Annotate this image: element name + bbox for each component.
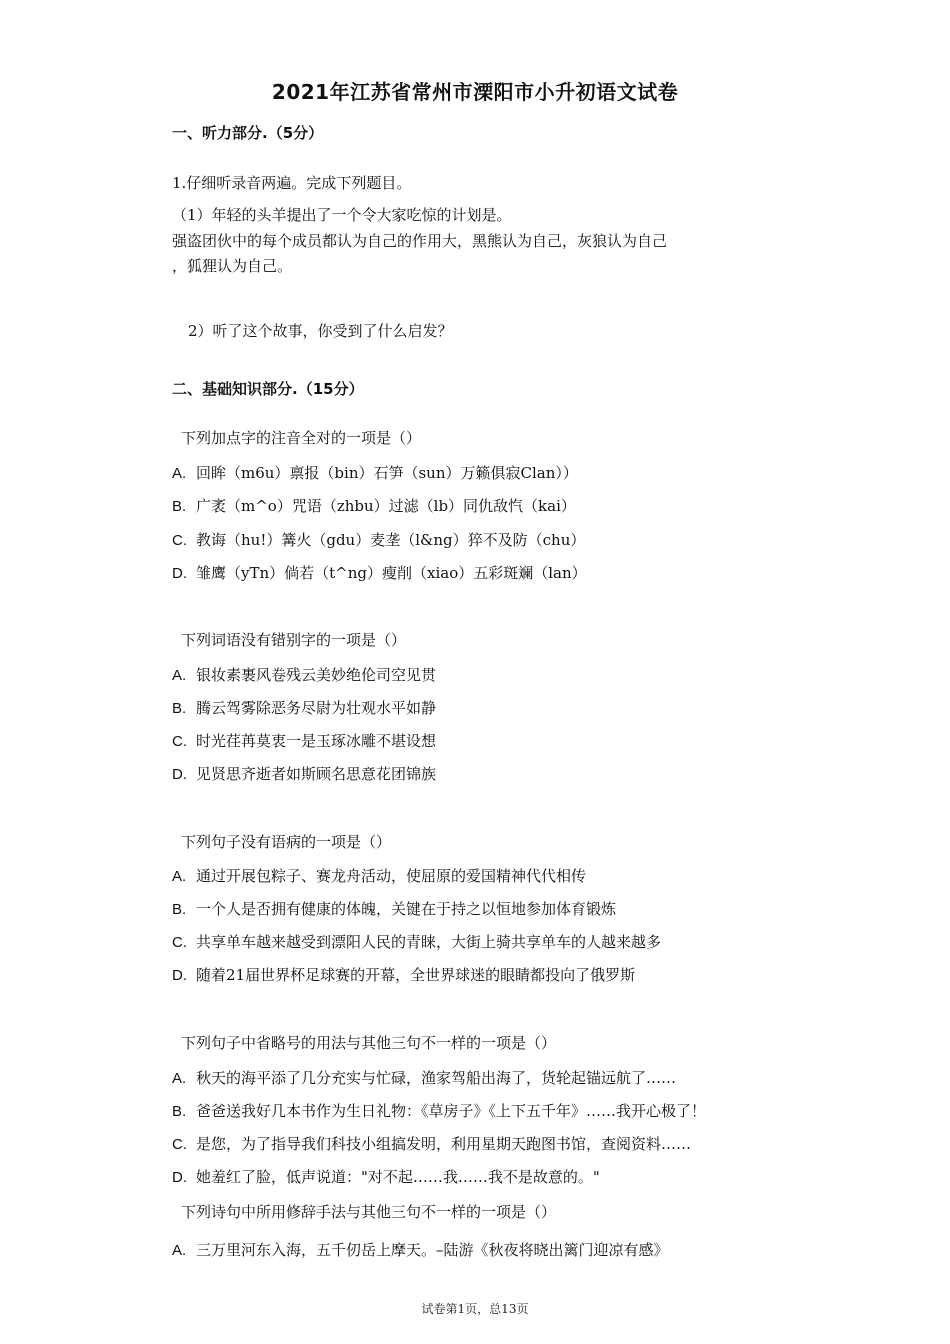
- option-a: A. 通过开展包粽子、赛龙舟活动，使屈原的爱国精神代代相传: [172, 867, 587, 885]
- option-a: A. 银妆素裹风卷残云美妙绝伦司空见贯: [172, 666, 437, 684]
- option-d: D. 见贤思齐逝者如斯顾名思意花团锦族: [172, 765, 437, 783]
- question-1-part-1-line-2: 强盗团伙中的每个成员都认为自己的作用大，黑熊认为自己，灰狼认为自己: [172, 232, 668, 250]
- section-heading-basics: 二、基础知识部分.（15分）: [172, 380, 364, 398]
- option-c: C. 教诲（hu!）篝火（gdu）麦垄（l&ng）猝不及防（chu）: [172, 531, 586, 549]
- option-c: C. 共享单车越来越受到漂阳人民的青睐，大街上骑共享单车的人越来越多: [172, 933, 662, 951]
- option-a: A. 三万里河东入海，五千仞岳上摩天。–陆游《秋夜将晓出篱门迎凉有感》: [172, 1241, 669, 1259]
- section-heading-listening: 一、听力部分.（5分）: [172, 124, 324, 142]
- question-stem: 下列诗句中所用修辞手法与其他三句不一样的一项是（）: [181, 1203, 557, 1221]
- question-stem: 下列词语没有错别字的一项是（）: [181, 631, 407, 649]
- question-stem: 下列句子没有语病的一项是（）: [181, 833, 392, 851]
- option-a: A. 秋天的海平添了几分充实与忙碌，渔家驾船出海了，货轮起锚远航了……: [172, 1069, 677, 1087]
- option-b: B. 一个人是否拥有健康的体魄，关键在于持之以恒地参加体育锻炼: [172, 900, 617, 918]
- question-1-part-1: （1）年轻的头羊提出了一个令大家吃惊的计划是。: [172, 206, 512, 224]
- option-d: D. 她羞红了脸，低声说道："对不起……我……我不是故意的。": [172, 1168, 600, 1186]
- option-a: A. 回眸（m6u）禀报（bin）石笋（sun）万籁俱寂Clan））: [172, 464, 578, 482]
- question-stem: 下列句子中省略号的用法与其他三句不一样的一项是（）: [181, 1034, 557, 1052]
- option-b: B. 爸爸送我好几本书作为生日礼物：《草房子》《上下五千年》……我开心极了！: [172, 1102, 707, 1120]
- option-c: C. 时光荏苒莫衷一是玉琢冰雕不堪设想: [172, 732, 437, 750]
- option-b: B. 广袤（m^o）咒语（zhbu）过滤（lb）同仇敌忾（kai）: [172, 497, 576, 515]
- page-title: 2021年江苏省常州市溧阳市小升初语文试卷: [271, 80, 679, 104]
- option-d: D. 随着21届世界杯足球赛的开幕，全世界球迷的眼睛都投向了俄罗斯: [172, 966, 636, 984]
- page-footer: 试卷第1页，总13页: [421, 1302, 529, 1316]
- option-b: B. 腾云驾雾除恶务尽尉为壮观水平如静: [172, 699, 437, 717]
- question-1-part-2: 2）听了这个故事，你受到了什么启发？: [188, 322, 453, 340]
- option-c: C. 是您，为了指导我们科技小组搞发明，利用星期天跑图书馆，查阅资料……: [172, 1135, 692, 1153]
- question-1-part-1-line-3: ，狐狸认为自己。: [172, 257, 293, 275]
- question-stem: 下列加点字的注音全对的一项是（）: [181, 429, 422, 447]
- question-1-intro: 1.仔细听录音两遍。完成下列题目。: [172, 174, 412, 192]
- option-d: D. 雏鹰（yTn）倘若（t^ng）瘦削（xiao）五彩斑斓（lan）: [172, 564, 587, 582]
